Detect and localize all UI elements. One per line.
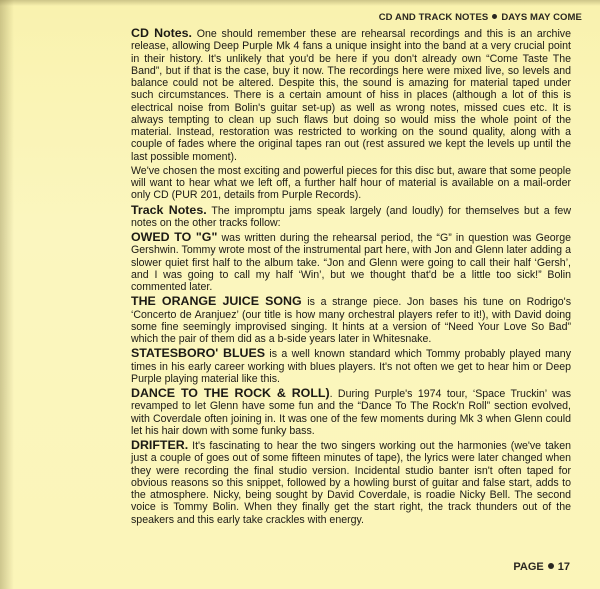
paragraph-text: . During Purple's 1974 tour, ‘Space Truckin’ was revamped to let Glenn have some fun and the “Dance To The Rock'n Roll” section evolved, with Coverdale often joining in. It was one of the few moments during Mk 3 when Glenn could let his hair down with some funky bass. [131, 388, 571, 437]
paragraph-text: is a strange piece. Jon bases his tune on Rodrigo's ‘Concerto de Aranjuez’ (our title is how many orchestral players refer to it!), with David doing some fine seemingly improvised singing. It hints at a version of “Need Your Love So Bad” which the pair of them did as a b-side years later in Whitesnake. [131, 296, 571, 345]
page-label: PAGE [513, 561, 544, 573]
paragraph-lead: STATESBORO' BLUES [131, 346, 266, 361]
paragraph-lead: DANCE TO THE ROCK & ROLL) [131, 386, 330, 400]
running-head-left: CD AND TRACK NOTES [378, 12, 489, 23]
paragraph-dance-to-the-rock-and-roll [131, 387, 571, 437]
paragraph-drifter [131, 439, 571, 526]
paragraph-text: One should remember these are rehearsal recordings and this is an archive release, allowing Deep Purple Mk 4 fans a unique insight into the band at a very crucial point in their history. It's unlikely that you'd be here if you don't already own “Come Taste The Band”, but if that is the case, buy it now. The recordings here were mixed live, so levels and balance could not be altered. Despite this, the sound is amazing for material taped under such circumstances. There is a certain amount of hiss in places (although a lot of this is electrical noise from Bolin's guitar set-up) as well as wrong notes, missed cues etc. It is always tempting to clean up such flaws but doing so would miss the whole point of the material. Instead, restoration was restricted to working on the sound quality, along with a couple of fades where the original tapes ran out (rest assured we kept the levels up until the last possible moment). [131, 28, 571, 163]
paragraph-text: It's fascinating to hear the two singers working out the harmonies (we've taken just a couple of goes out of some fifteen minutes of tape), the lyrics were later changed when they were recording the final studio version. Incidental studio banter isn't often taped for obvious reasons so this snippet, followed by a howling burst of guitar and false start, adds to the atmosphere. Nicky, being sought by David Coverdale, is roadie Nicky Bell. The second voice is Tommy Bolin. When they finally get the start right, the track thunders out of the speakers and this early take crackles with energy. [131, 440, 571, 526]
binding-shadow [0, 0, 14, 589]
paragraph-owed-to-g [131, 231, 571, 293]
page-footer [513, 561, 570, 573]
body-text [131, 27, 571, 528]
bullet-icon [548, 563, 554, 569]
paragraph-text: is a well known standard which Tommy probably played many times in his early career working with blues players. It's not often we get to hear him or Deep Purple playing material like this. [131, 348, 571, 385]
paragraph-lead: DRIFTER. [131, 438, 189, 452]
paragraph-statesboro-blues [131, 347, 571, 385]
paragraph-text: We've chosen the most exciting and powerful pieces for this disc but, aware that some people will want to hear what we left off, a further half hour of material is available on a mail-order only CD (PUR 201, details from Purple Records). [131, 164, 571, 202]
paragraph-lead: Track Notes. [131, 202, 207, 217]
paragraph-text: was written during the rehearsal period, the “G” in question was George Gershwin. Tommy wrote most of the instrumental part here, with Jon and Glenn later adding a slower quiet first half to the album take. “Jon and Glenn were going to call their half ‘Gersh’, and I was going to call my half ‘Win’, but we thought that'd be a little too sick!” Bolin commented later. [131, 232, 571, 293]
paragraph-mail-order [131, 165, 571, 202]
paragraph-lead: OWED TO "G" [131, 230, 218, 244]
paragraph-orange-juice-song [131, 295, 571, 345]
page-number: 17 [557, 561, 570, 573]
running-head-right: DAYS MAY COME [501, 12, 582, 23]
running-head [379, 12, 582, 23]
paragraph-cd-notes [131, 27, 571, 163]
bullet-icon [492, 14, 497, 19]
paragraph-track-notes [131, 204, 571, 230]
paragraph-lead: THE ORANGE JUICE SONG [131, 294, 302, 309]
paragraph-text: The impromptu jams speak largely (and loudly) for themselves but a few notes on the other tracks follow: [131, 204, 571, 229]
top-edge [0, 0, 600, 6]
paragraph-lead: CD Notes. [131, 26, 193, 40]
